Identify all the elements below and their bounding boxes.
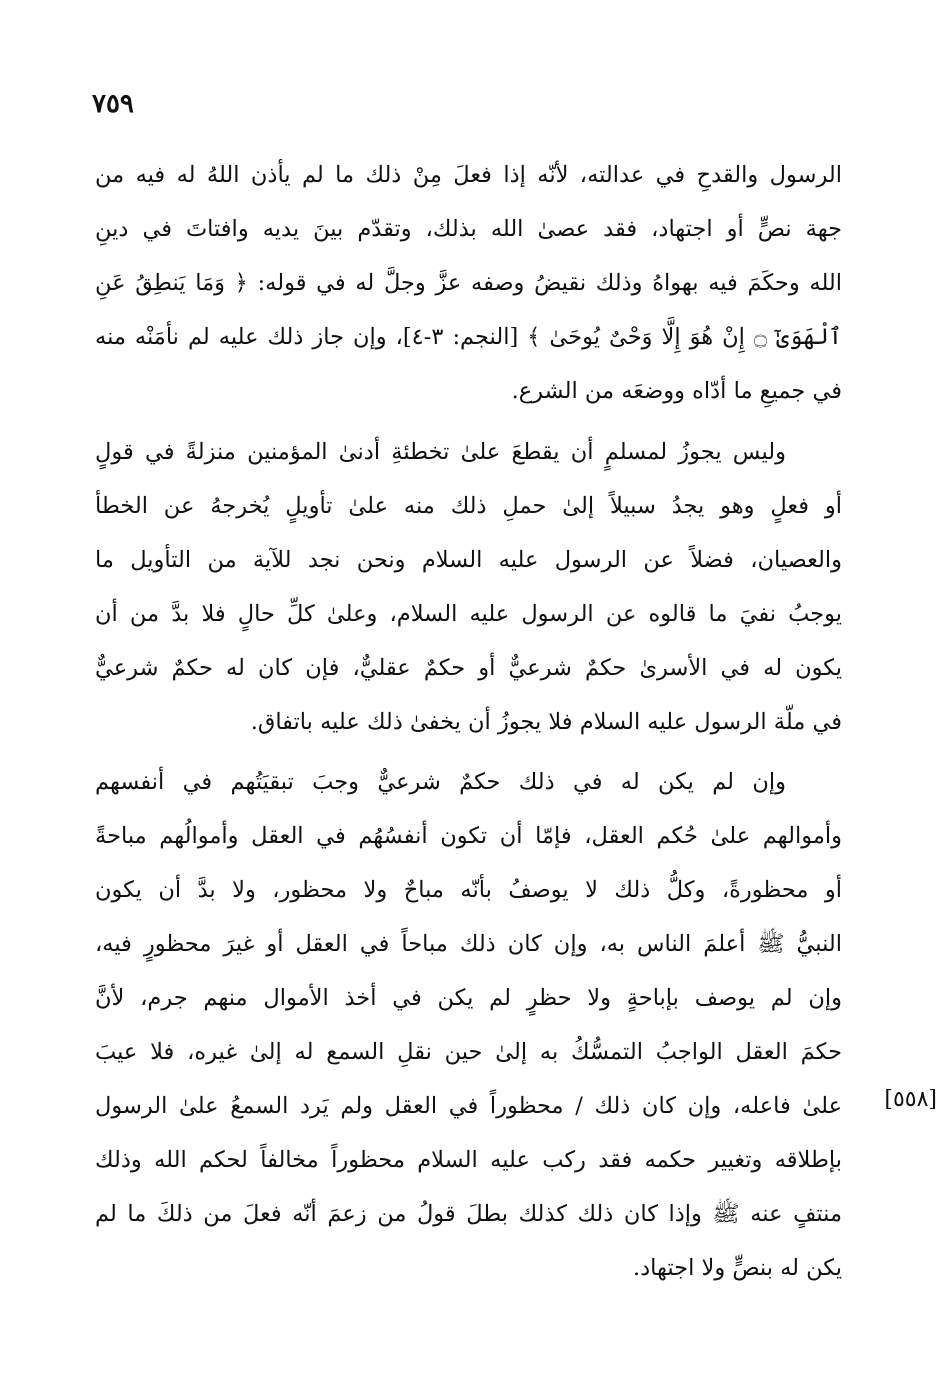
text-line: وإن لم يكن له في ذلك حكمٌ شرعيٌّ وجبَ تبقيَتُهم في أنفسهم bbox=[95, 769, 786, 795]
text-line: بإطلاقه وتغيير حكمه فقد ركب عليه السلام محظوراً مخالفاً لحكم الله وذلك bbox=[95, 1147, 842, 1173]
text-line: وأموالهم علىٰ حُكم العقل، فإمّا أن تكون أنفسُهُم في العقل وأموالُهم مباحةً bbox=[95, 823, 842, 849]
manuscript-page-reference: [٥٥٨] bbox=[884, 1087, 937, 1112]
text-line: النبيُّ ﷺ أعلمَ الناس به، وإن كان ذلك مباحاً في العقل أو غيرَ محظورٍ فيه، bbox=[95, 931, 842, 957]
text-line: يكن له بنصٍّ ولا اجتهاد. bbox=[632, 1255, 842, 1281]
text-line: منتفٍ عنه ﷺ وإذا كان ذلك كذلك بطلَ قولُ من زعمَ أنّه فعلَ من ذلكَ ما لم bbox=[95, 1201, 842, 1227]
text-line: ٱلْهَوَىٰٓ ۝ إِنْ هُوَ إِلَّا وَحْىٌ يُوحَىٰ ﴾ [النجم: ٣-٤]، وإن جاز ذلك عليه لم نأمَنْه منه bbox=[95, 324, 842, 350]
text-line: جهة نصٍّ أو اجتهاد، فقد عصىٰ الله بذلك، وتقدّم بينَ يديه وافتاتَ في دينِ bbox=[95, 216, 842, 242]
text-line: في ملّة الرسول عليه السلام فلا يجوزُ أن يخفىٰ ذلك عليه باتفاق. bbox=[250, 709, 842, 735]
text-line: والعصيان، فضلاً عن الرسول عليه السلام ونحن نجد للآية من التأويل ما bbox=[95, 547, 842, 573]
text-line: في جميعِ ما أدّاه ووضعَه من الشرع. bbox=[511, 378, 842, 404]
text-line: الرسول والقدحِ في عدالته، لأنّه إذا فعلَ مِنْ ذلك ما لم يأذن اللهُ له فيه من bbox=[95, 162, 842, 188]
text-line: يوجبُ نفيَ ما قالوه عن الرسول عليه السلام، وعلىٰ كلِّ حالٍ فلا بدَّ من أن bbox=[95, 601, 842, 627]
text-line: الله وحكَمَ فيه بهواهُ وذلك نقيضُ وصفه عزَّ وجلَّ له في قوله: ﴿ وَمَا يَنطِقُ عَنِ bbox=[95, 270, 842, 296]
text-line: أو محظورةً، وكلُّ ذلك لا يوصفُ بأنّه مباحٌ ولا محظور، ولا بدَّ أن يكون bbox=[95, 877, 842, 903]
text-line: أو فعلٍ وهو يجدُ سبيلاً إلىٰ حملِ ذلك منه علىٰ تأويلٍ يُخرجهُ عن الخطأ bbox=[95, 493, 842, 519]
paragraph-3 bbox=[95, 755, 842, 1295]
text-line: علىٰ فاعله، وإن كان ذلك / محظوراً في العقل ولم يَرد السمعُ علىٰ الرسول bbox=[95, 1093, 842, 1119]
text-line: حكمَ العقل الواجبُ التمسُّكُ به إلىٰ حين نقلِ السمع له إلىٰ غيره، فلا عيبَ bbox=[95, 1039, 842, 1065]
text-line: يكون له في الأسرىٰ حكمٌ شرعيٌّ أو حكمٌ عقليٌّ، فإن كان له حكمٌ شرعيٌّ bbox=[95, 655, 842, 681]
text-line: وإن لم يوصف بإباحةٍ ولا حظرٍ لم يكن في أخذ الأموال منهم جرم، لأنَّ bbox=[95, 985, 842, 1011]
page-number: ٧٥٩ bbox=[92, 89, 134, 119]
paragraph-2 bbox=[95, 425, 842, 749]
text-line: وليس يجوزُ لمسلمٍ أن يقطعَ علىٰ تخطئةِ أدنىٰ المؤمنين منزلةً في قولٍ bbox=[95, 439, 786, 465]
paragraph-1 bbox=[95, 148, 842, 418]
